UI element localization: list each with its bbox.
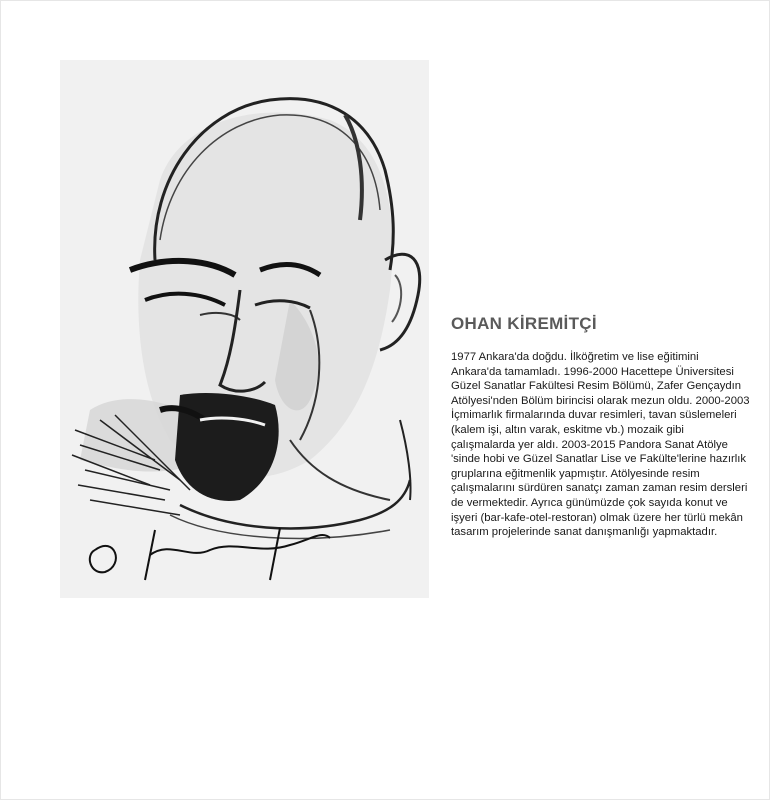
- artist-biography: 1977 Ankara'da doğdu. İlköğretim ve lise eğitimini Ankara'da tamamladı. 1996-2000 Hacettepe Üniversitesi Güzel Sanatlar Fakültesi Resim Bölümü, Zafer Gençaydın Atölyesi'nden Bölüm birincisi olarak mezun oldu. 2000-2003 İçmimarlık firmalarında duvar resimleri, tavan süslemeleri (kalem işi, altın varak, eskitme vb.) mozaik gibi çalışmalarda yer aldı. 2003-2015 Pandora Sanat Atölye 'sinde hobi ve Güzel Sanatlar Lise ve Fakülte'lerine hazırlık gruplarına eğitmenlik yapmıştır. Atölyesinde resim çalışmalarını sürdüren sanatçı zaman zaman resim dersleri de vermektedir. Ayrıca günümüzde çok sayıda konut ve işyeri (bar-kafe-otel-restoran) olmak üzere her türlü mekân tasarım projelerinde sanat danışmanlığı yapmaktadır.: [451, 351, 750, 539]
- artist-bio: [451, 314, 751, 540]
- artist-name: OHAN KİREMİTÇİ: [451, 314, 597, 333]
- portrait-image: [60, 60, 429, 598]
- portrait-sketch: [60, 60, 429, 598]
- portrait-signature: O. Kiremitçi: [100, 580, 161, 591]
